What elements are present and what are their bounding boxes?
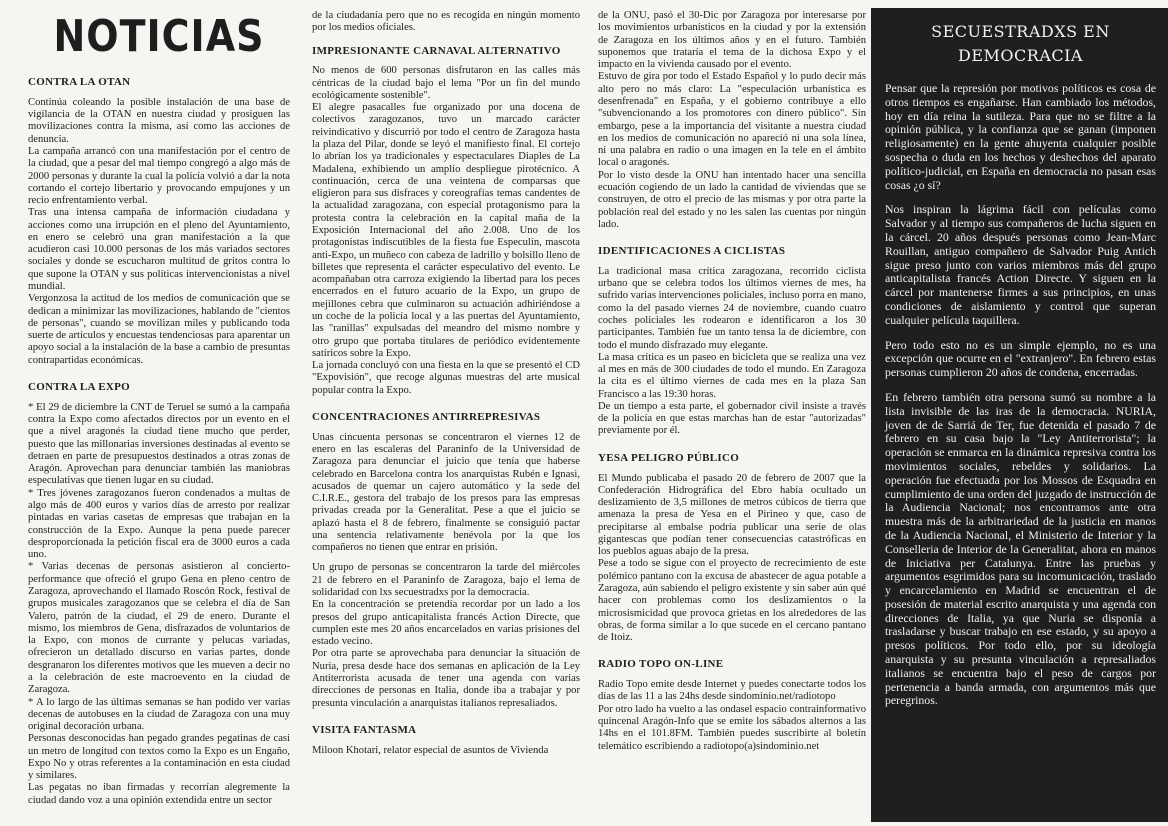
heading-ciclistas: IDENTIFICACIONES A CICLISTAS (598, 245, 786, 258)
heading-yesa: YESA PELIGRO PÚBLICO (598, 451, 740, 464)
article-paragraph: La jornada concluyó con una fiesta en la que se presentó el CD "Expovisión", que recoge algunas muestras del arte musical popular contra la Expo. (312, 360, 580, 396)
column-3 (598, 10, 866, 820)
article-paragraph: En la concentración se pretendía recordar por un lado a los presos del grupo anticapitalista francés Action Directe, que cumplen este mes 20 años encarcelados en varias prisiones del estado vecino. (312, 599, 580, 648)
box-title-line-2: DEMOCRACIA (958, 46, 1083, 65)
article-paragraph: * Tres jóvenes zaragozanos fueron condenados a multas de algo más de 400 euros y varios días de arresto por realizar pintadas en varias casetas de empresas que trabajan en la construcción de la Expo. Aunque la pena puede parecer desproporcionada la petición fiscal era de 3000 euros a cada uno. (28, 487, 290, 561)
article-paragraph: Radio Topo emite desde Internet y puedes conectarte todos los días de las 11 a las 24hs desde sindominio.net/radiotopo (598, 679, 866, 703)
masthead-title: NOTICIAS (53, 10, 265, 62)
heading-radio-topo: RADIO TOPO ON-LINE (598, 658, 724, 671)
article-paragraph: El Mundo publicaba el pasado 20 de febrero de 2007 que la Confederación Hidrográfica del Ebro había ocultado un deslizamiento de 3,5 millones de metros cúbicos de tierra que amenaza la presa de Yesa en el Pirineo y que, caso de precipitarse al embalse podría publicar una serie de olas gigantescas que podían tener consecuencias catastróficas en los pueblos aguas abajo de la presa. (598, 472, 866, 558)
article-paragraph: La campaña arrancó con una manifestación por el centro de la ciudad, que a pesar del mal tiempo congregó a algo más de 2000 personas y durante la cual la policía volvió a dar la nota cortando el cortejo libertario y provocando empujones y un recio enfrentamiento verbal. (28, 145, 290, 207)
article-paragraph: Tras una intensa campaña de información ciudadana y acciones como una irrupción en el pleno del Ayuntamiento, en enero se celebró una gran manifestación a la que acudieron casi 10.000 personas de los más variados sectores sociales y donde se escucharon multitud de gritos contra lo que supone la OTAN y sus políticas intervencionistas a nivel mundial. (28, 207, 290, 293)
article-paragraph: * Varias decenas de personas asistieron al concierto-performance que ofreció el grupo Gena en pleno centro de Zaragoza, aprovechando el llamado Roscón Rock, festival de grupos musicales zaragozanos que se celebra el día de San Valero, patrón de la ciudad, el 29 de enero. Durante el mismo, los miembros de Gena, disfrazados de voluntarios de la Expo, con monos de currante y pelucas variadas, ofrecieron un detallado discurso en varias partes, donde desgranaron los diferentes motivos que les mueven a decir no a la celebración de este macroevento en la ciudad de Zaragoza. (28, 561, 290, 696)
article-paragraph: El alegre pasacalles fue organizado por una docena de colectivos zaragozanos, tuvo un marcado carácter reivindicativo y discurrió por todo el centro de Zaragoza hasta la plaza del Pilar, donde se leyó el manifiesto final. El cortejo lo abrían los ya tradicionales y espectaculares Diaples de La Madalena, exhibiendo un amplio despliegue pirotécnico. A continuación, cerca de una veintena de comparsas que eligieron para sus disfraces y coreografías temas candentes de la actualidad zaragozana, con especial protagonismo para la protesta contra la celebración en la capital maña de la Exposición Internacional del año 2.008. Uno de los protagonistas indiscutibles de la fiesta fue Especulín, mascota anti-Expo, un muñeco con cabeza de ladrillo y bolsillo lleno de billetes que representa el carácter especulativo del evento. Le acompañaban otra carroza exigiendo la libertad para los peces encerrados en el futuro acuario de la Expo, un grupo de mejillones cebra que culminaron su actuación adhiriéndose a un coche de la policía local y a las puertas del Ayuntamiento, las "ranillas" expulsadas del meandro del mismo nombre y otro grupo que portaba titulares de periódico evidentemente satíricos sobre la Expo. (312, 102, 580, 359)
heading-carnaval: IMPRESIONANTE CARNAVAL ALTERNATIVO (312, 44, 561, 57)
column-2 (312, 10, 580, 820)
article-paragraph: Vergonzosa la actitud de los medios de comunicación que se dedican a minimizar las movilizaciones, hablando de "cientos de personas", cuando se movilizan miles y publicando toda suerte de artículos y encuestas tendenciosas para aparentar un apoyo social a la instalación de la base a cambio de presuntas contrapartidas económicas. (28, 293, 290, 366)
article-paragraph: En febrero también otra persona sumó su nombre a la lista invisible de las iras de la democracia. NURIA, joven de de Sarriá de Ter, fue detenida el pasado 7 de febrero en su casa bajo la "Ley Antiterrorista"; la operación se enmarca en la dinámica represiva contra los movimientos sociales, rebeldes y solidarios. La operación fue efectuada por los Mossos de Esquadra en cumplimiento de una orden del juzgado de instrucción de la Audiencia Nacional; nos encontramos ante otra muestra más de la arbitrariedad de la justicia en manos de la Audiencia Nacional, el Ministerio de Interior y la Conselleria de Interior de la Generalitat, ahora en manos de Iniciativa per Catalunya. Entre las pruebas y argumentos esgrimidos para su incomunicación, traslado y encarcelamiento en Madrid se encuentran el de posesión de material escrito anarquista y una agenda con direcciones de Italia, ya que Nuria se disponía a trasladarse y buscar trabajo en ese estado, y su apoyo a presos políticos. Por todo ello, por su ideología anarquista y su presunta vinculación a represaliados italianos se encuentra bajo el peso de cargos por pertenencia a banda armada, con argumentos más que peregrinos. (885, 389, 1156, 708)
article-paragraph: Por lo visto desde la ONU han intentado hacer una sencilla ecuación cogiendo de un lado la cantidad de viviendas que se construyen, de otro el precio de las mismas y por otra parte la población real del estado y no les salen las cuentas por ningún lado. (598, 169, 866, 230)
article-paragraph: Pese a todo se sigue con el proyecto de recrecimiento de este polémico pantano con la excusa de abastecer de agua potable a Zaragoza, aún sabiendo el peligro existente y sin saber aún qué hacer con problemas como los deslizamientos o la microsismicidad que provoca grietas en los alrededores de las obras, de forma similar a lo que sucede en el cercano pantano de Itoiz. (598, 558, 866, 644)
article-paragraph: Estuvo de gira por todo el Estado Español y lo pudo decir más alto pero no más claro: La "especulación urbanística es desenfrenada" en España, y el gobierno contribuye a ello "subvencionando a los promotores con dinero público". Sin embargo, pese a la importancia del visitante a nuestra ciudad en los medios de comunicación no apareció ni una sola línea, ni una palabra en radio o una imagen en la tele en el ámbito local o aragonés. (598, 71, 866, 169)
heading-contra-otan: CONTRA LA OTAN (28, 76, 131, 89)
article-paragraph: De un tiempo a esta parte, el gobernador civil insiste a través de la policía en que estas marchas han de estar "autorizadas" previamente por él. (598, 400, 866, 437)
article-paragraph: Las pegatas no iban firmadas y recorrían alegremente la ciudad dando voz a una opinión extendida entre un sector (28, 782, 290, 806)
article-paragraph: La tradicional masa crítica zaragozana, recorrido ciclista urbano que se celebra todos los últimos viernes de mes, ha sufrido varias intervenciones policiales, incluso porra en mano, como la del pasado viernes 24 de noviembre, cuando cuatro coches policiales les rodearon e identificaron a los 30 participantes. También fue un tanto tensa la de diciembre, con todo el mundo disfrazado muy elegante. (598, 265, 866, 351)
article-paragraph: Un grupo de personas se concentraron la tarde del miércoles 21 de febrero en el Paraninfo de Zaragoza, bajo el lema de solidaridad con lxs secuestradxs por la democracia. (312, 562, 580, 599)
article-paragraph: Pero todo esto no es un simple ejemplo, no es una excepción que ocurre en el "extranjero". En febrero estas personas cumplieron 20 años de condena, encerradas. (885, 337, 1156, 380)
article-paragraph: de la ONU, pasó el 30-Dic por Zaragoza por interesarse por los movimientos urbanísticos en la ciudad y por la extensión de Zaragoza en los últimos años y en el futuro. También suponemos que trataría el tema de la dichosa Expo y el impacto en la vivienda causado por el evento. (598, 10, 866, 71)
heading-contra-expo: CONTRA LA EXPO (28, 381, 130, 394)
article-paragraph: Continúa coleando la posible instalación de una base de vigilancia de la OTAN en nuestra ciudad y prosiguen las movilizaciones contra la misma, así como las acciones de denuncia. (28, 96, 290, 145)
column-1 (28, 10, 290, 820)
box-title-line-1: SECUESTRADXS EN (931, 22, 1110, 41)
heading-concentraciones: CONCENTRACIONES ANTIRREPRESIVAS (312, 410, 541, 423)
article-paragraph: * El 29 de diciembre la CNT de Teruel se sumó a la campaña contra la Expo como afectados directos por un evento en el que a nivel aragonés la ciudad tiene mucho que perder, puesto que las millonarias inversiones destinadas al evento se detraen en parte de presupuestos destinados a otras zonas de Aragón. Aprovechan para denunciar también las maniobras especulativas que tienen lugar en su ciudad. (28, 401, 290, 487)
article-paragraph: * A lo largo de las últimas semanas se han podido ver varias decenas de autobuses en la ciudad de Zaragoza con una muy original decoración urbana. (28, 696, 290, 733)
column-4-dark-box (871, 8, 1168, 822)
box-title (885, 20, 1156, 68)
article-paragraph: Unas cincuenta personas se concentraron el viernes 12 de enero en las escaleras del Paraninfo de la Universidad de Zaragoza para denunciar el juicio que tenía que haberse celebrado en Barcelona contra los anarquistas Rubén e Ignasi, acusados de quemar un cajero automático y la sede del C.I.R.E., gestora del trabajo de los presos para las empresas privadas creada por la Generalitat. Pese a que el juicio se aplazó hasta el 8 de febrero, finalmente se consiguió pactar una sentencia relativamente benévola por la que los compañeros no tienen que entrar en prisión. (312, 431, 580, 554)
article-paragraph: Miloon Khotari, relator especial de asuntos de Vivienda (312, 744, 549, 756)
article-paragraph: Pensar que la represión por motivos políticos es cosa de otros tiempos es engañarse. Han cambiado los métodos, hoy en día reina la sutileza. Para que no se filtre a la opinión pública, y la confianza que se ganan (imponen religiosamente) en la gente ahuyenta cualquier posible sospecha o duda en los hechos y deshechos del aparato político-judicial, en España en democracia no pasan esas cosas ¿o sí? (885, 81, 1156, 192)
article-paragraph: de la ciudadanía pero que no es recogida en ningún momento por los medios oficiales. (312, 10, 580, 34)
article-paragraph: Personas desconocidas han pegado grandes pegatinas de casi un metro de longitud con textos como la Expo es un Engaño, Expo No y otras referentes a la contaminación en esta ciudad y similares. (28, 733, 290, 782)
article-paragraph: Por otro lado ha vuelto a las ondasel espacio contrainformativo quincenal Aragón-Info que se emite los sábados alternos a las 14hs en el 101.8FM. También puedes suscribirte al boletín telemático escribiendo a radiotopo(a)sindominio.net (598, 703, 866, 752)
article-paragraph: Por otra parte se aprovechaba para denunciar la situación de Nuria, presa desde hace dos semanas en aplicación de la Ley Antiterrorista acusada de tener una agenda con varias direcciones de personas en Italia, donde iba a trabajar y por presunta vinculación a anarquistas italianos represaliados. (312, 648, 580, 709)
article-paragraph: Nos inspiran la lágrima fácil con películas como Salvador y al tiempo sus compañeros de lucha siguen en la cárcel. 20 años después personas como Jean-Marc Rouillan, antiguo compañero de Salvador Puig Antich sigue preso junto con varios miembros más del grupo anticapitalista francés Action Directe. Y siguen en la cárcel por mantenerse firmes a sus principios, en unas condiciones de aislamiento y control que superan cualquier película taquillera. (885, 202, 1156, 327)
heading-visita-fantasma: VISITA FANTASMA (312, 723, 417, 736)
article-paragraph: No menos de 600 personas disfrutaron en las calles más céntricas de la ciudad bajo el lema "Por un fin del mundo ecológicamente sostenible". (312, 65, 580, 101)
article-paragraph: La masa crítica es un paseo en bicicleta que se realiza una vez al mes en más de 300 ciudades de todo el mundo. En Zaragoza la cita es el último viernes de cada mes en la plaza San Francisco a las 19:30 horas. (598, 351, 866, 400)
